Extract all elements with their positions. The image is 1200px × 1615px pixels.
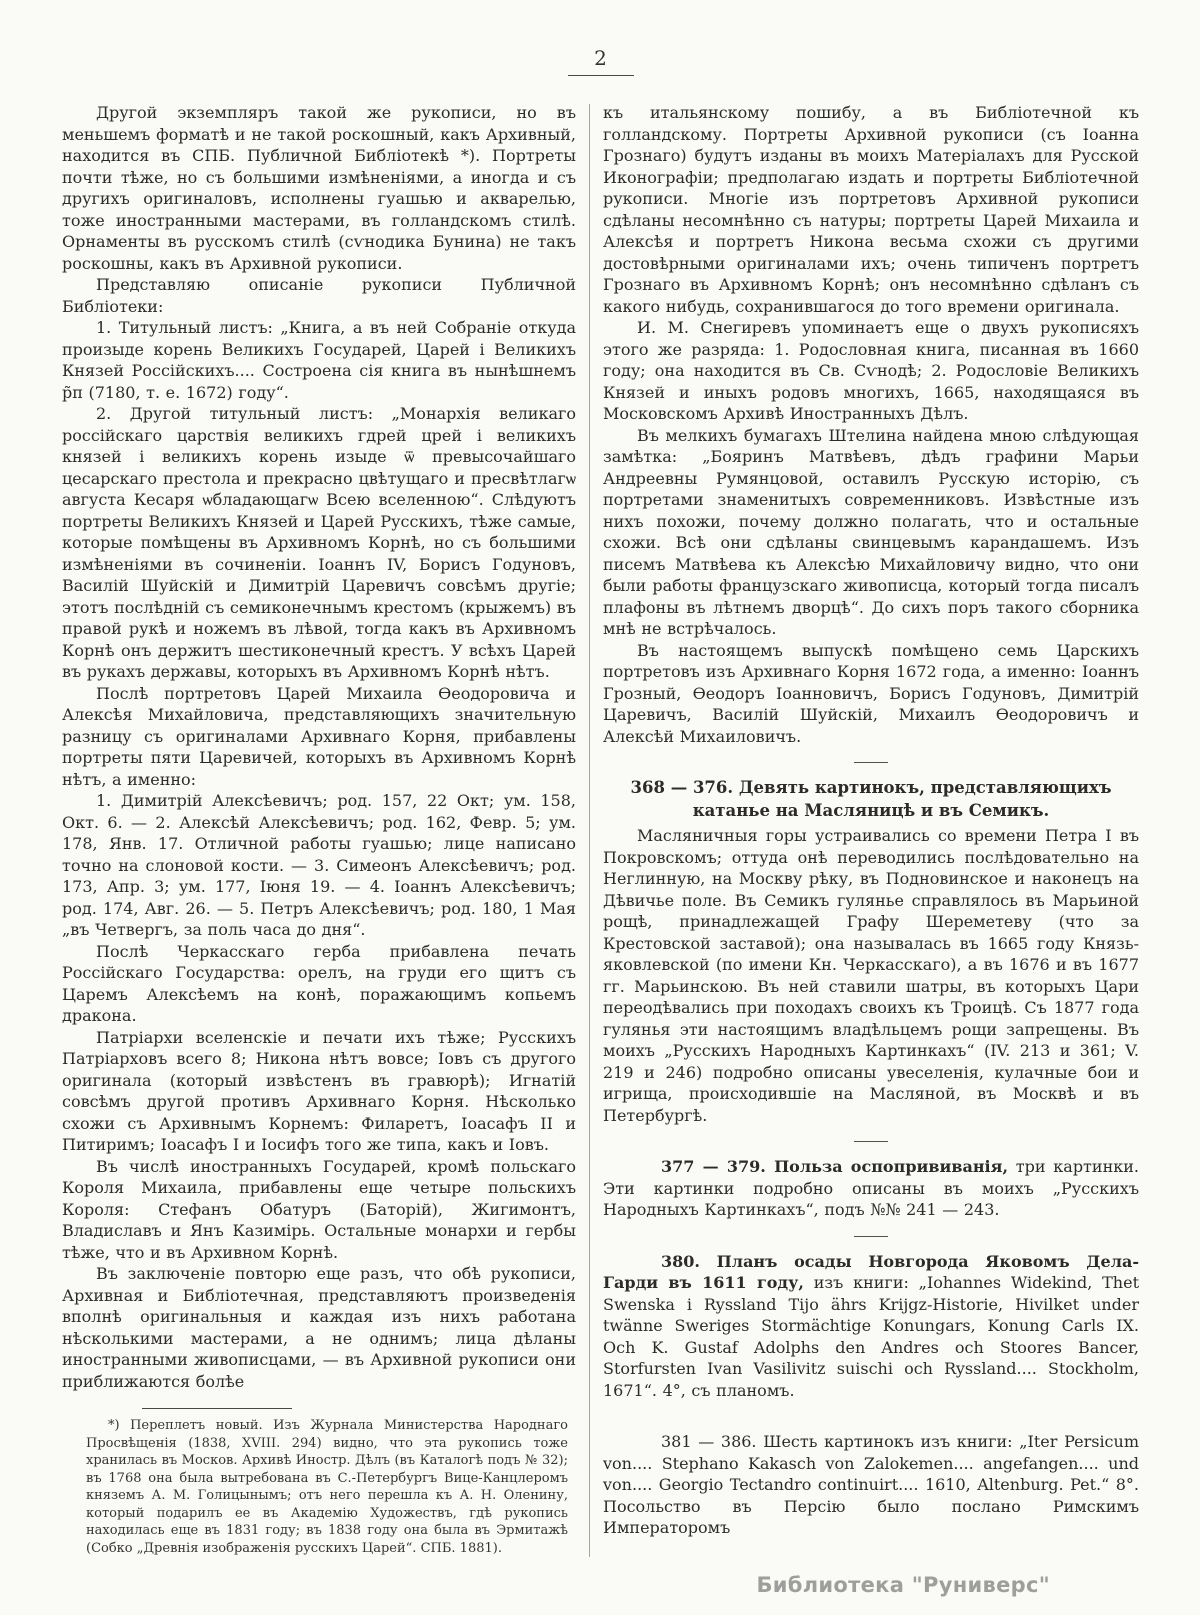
section-separator bbox=[854, 1236, 888, 1237]
paragraph: Послѣ Черкасскаго герба прибавлена печать Россійскаго Государства: орелъ, на груди его щитъ съ Царемъ Алексѣемъ на конѣ, поражающимъ копьемъ дракона. bbox=[62, 941, 576, 1025]
catalog-entry-377-379 bbox=[603, 1156, 1139, 1221]
paragraph: Въ числѣ иностранныхъ Государей, кромѣ польскаго Короля Михаила, прибавлены еще четыре польскихъ Короля: Стефанъ Обатуръ (Баторій), Жигимонтъ, Владиславъ и Янъ Казимірь. Остальные монархи и гербы тѣже, что и въ Архивном Корнѣ. bbox=[62, 1156, 576, 1262]
right-column-paragraphs bbox=[603, 102, 1139, 747]
left-column bbox=[62, 102, 576, 1557]
entry-paragraph bbox=[603, 1251, 1139, 1402]
paragraph: Послѣ портретовъ Царей Михаила Ѳеодоровича и Алексѣя Михайловича, представляющихъ значительную разницу съ оригиналами Архивнаго Корня, прибавлены портреты пяти Царевичей, которыхъ въ Архивномъ Корнѣ нѣтъ, а именно: bbox=[62, 683, 576, 789]
paragraph: Патріархи вселенскіе и печати ихъ тѣже; Русскихъ Патріарховъ всего 8; Никона нѣтъ вовсе; Іовъ съ другого оригинала (который извѣстенъ въ гравюрѣ); Игнатій совсѣмъ другой противъ Архивнаго Корня. Нѣсколько схожи съ Архивнымъ Корнемъ: Филаретъ, Іоасафъ II и Питиримъ; Іоасафъ I и Іосифъ того же типа, какъ и Іовъ. bbox=[62, 1027, 576, 1154]
entry-text: изъ книги: „Iohannes Widekind, Thet Swenska i Ryssland Tijo ährs Krijgz-Historie, Hivilket under twänne Sweriges Stormächtige Konungars, Konung Carls IX. Och K. Gustaf Adolphs den Andres och Stoores Bancer, Storfursten Ivan Vasilivitz suischi och Ryssland.... Stockholm, 1671“. 4°, съ планомъ. bbox=[603, 1273, 1139, 1400]
catalog-entry-381-386 bbox=[603, 1431, 1139, 1539]
watermark: Библиотека "Руниверс" bbox=[756, 1573, 1050, 1597]
paragraph: 1. Титульный листъ: „Книга, а въ ней Собраніе откуда произыде корень Великихъ Государей, Царей і Великихъ Князей Россійскихъ.... Состроена сія книга въ нынѣшнемъ р̃п (7180, т. е. 1672) году“. bbox=[62, 318, 576, 402]
paragraph: къ итальянскому пошибу, а въ Библіотечной къ голландскому. Портреты Архивной рукописи (съ Іоанна Грознаго) будутъ изданы въ моихъ Матеріалахъ для Русской Иконографіи; предполагаю издать и портреты Библіотечной рукописи. Многіе изъ портретовъ Архивной рукописи сдѣланы несомнѣнно съ натуры; портреты Царей Михаила и Алексѣя и портретъ Никона весьма схожи съ другими достовѣрными оригиналами ихъ; очень типиченъ портретъ Грознаго въ Архивномъ Корнѣ; онъ несомнѣнно сдѣланъ съ какого нибудь, сохранившагося до того времени оригинала. bbox=[603, 103, 1139, 316]
left-column-paragraphs bbox=[62, 102, 576, 1392]
entry-heading: 368 — 376. Девять картинокъ, представляющихъ катанье на Масляницѣ и въ Семикъ. bbox=[630, 778, 1112, 820]
section-separator bbox=[854, 762, 888, 763]
paragraph: Другой экземпляръ такой же рукописи, но въ меньшемъ форматѣ и не такой роскошный, какъ Архивный, находится въ СПБ. Публичной Библіотекѣ *). Портреты почти тѣже, но съ большими измѣненіями, а иногда и съ другихъ оригиналовъ, исполнены гуашью и акварелью, тоже иностранными мастерами, въ голландскомъ стилѣ. Орнаменты въ русскомъ стилѣ (сѵнодика Бунина) не такъ роскошны, какъ въ Архивной рукописи. bbox=[62, 103, 576, 273]
paragraph: Въ мелкихъ бумагахъ Штелина найдена мною слѣдующая замѣтка: „Бояринъ Матвѣевъ, дѣдъ графини Марьи Андреевны Румянцовой, оставилъ Русскую исторію, съ портретами знаменитыхъ современниковъ. Извѣстные изъ нихъ похожи, почему должно полагать, что и остальные схожи. Всѣ они сдѣланы свинцевымъ карандашемъ. Изъ писемъ Матвѣева къ Алексѣю Михайловичу видно, что они были работы французскаго живописца, который тогда писалъ плафоны въ лѣтнемъ дворцѣ“. До сихъ поръ такого сборника мнѣ не встрѣчалось. bbox=[603, 425, 1139, 638]
entry-text: три картинки. Эти картинки подробно описаны въ моихъ „Русскихъ Народныхъ Картинкахъ“, подъ №№ 241 — 243. bbox=[603, 1157, 1139, 1219]
footnote-rule bbox=[142, 1408, 292, 1409]
entry-paragraph bbox=[603, 1156, 1139, 1221]
paragraph: Въ настоящемъ выпускѣ помѣщено семь Царскихъ портретовъ изъ Архивнаго Корня 1672 года, а именно: Іоаннъ Грозный, Ѳеодоръ Іоанновичъ, Борисъ Годуновъ, Димитрій Царевичъ, Василій Шуйскій, Михаилъ Ѳеодоровичъ и Алексѣй Михаиловичъ. bbox=[603, 640, 1139, 746]
entry-body: Масляничныя горы устраивались со времени Петра I въ Покровскомъ; оттуда онѣ переводились послѣдовательно на Неглинную, на Москву рѣку, въ Подновинское и наконецъ на Дѣвичье поле. Въ Семикъ гулянье справлялось въ Марьиной рощѣ, принадлежащей Графу Шереметеву (что за Крестовской заставой); она называлась въ 1665 году Князь-яковлевской (по имени Кн. Черкасскаго), а въ 1676 и въ 1677 гг. Марьинскою. Въ ней ставили шатры, въ которыхъ Цари переодѣвались при походахъ своихъ къ Троицѣ. Съ 1877 года гулянья эти настоящимъ владѣльцемъ рощи запрещены. Въ моихъ „Русскихъ Народныхъ Картинкахъ“ (IV. 213 и 361; V. 219 и 246) подробно описаны увеселенія, кулачные бои и игрища, происходившіе на Масляной, въ Москвѣ и въ Петербургѣ. bbox=[603, 826, 1139, 1125]
entry-number-title: 377 — 379. Польза оспопрививанія, bbox=[661, 1157, 1009, 1176]
footnote: *) Переплетъ новый. Изъ Журнала Министерства Народнаго Просвѣщенія (1838, XVIII. 294) видно, что эта рукопись тоже хранилась въ Москов. Архивѣ Иностр. Дѣлъ (въ Каталогѣ подъ № 32); въ 1768 она была вытребована въ С.-Петербургъ Вице-Канцлеромъ княземъ А. М. Голицынымъ; отъ него перешла къ А. Н. Оленину, который подарилъ ее въ Академію Художествъ, гдѣ рукопись находилась еще въ 1831 году; въ 1838 году она была въ Эрмитажѣ (Собко „Древнія изображенія русскихъ Царей“. СПБ. 1881). bbox=[86, 1418, 568, 1556]
column-divider-rule bbox=[589, 104, 590, 1557]
entry-text: Шесть картинокъ изъ книги: „Iter Persicum von.... Stephano Kakasch von Zalokemen.... angefangen.... und von.... Georgio Tectandro continuirt.... 1610, Altenburg. Pet.“ 8°. Посольство въ Персію было послано Римскимъ Императоромъ bbox=[603, 1432, 1139, 1537]
paragraph: 1. Димитрій Алексѣевичъ; род. 157, 22 Окт; ум. 158, Окт. 6. — 2. Алексѣй Алексѣевичъ; род. 162, Февр. 5; ум. 178, Янв. 17. Отличной работы гуашью; лице написано точно на слоновой кости. — 3. Симеонъ Алексѣевичъ; род. 173, Апр. 3; ум. 177, Іюня 19. — 4. Іоаннъ Алексѣевичъ; род. 174, Авг. 26. — 5. Петръ Алексѣевичъ; род. 180, 1 Мая „въ Четвергъ, за поль часа до дня“. bbox=[62, 791, 576, 939]
right-column bbox=[603, 102, 1139, 1557]
entry-paragraph bbox=[603, 1431, 1139, 1539]
catalog-entry-380 bbox=[603, 1251, 1139, 1402]
section-separator bbox=[854, 1141, 888, 1142]
catalog-entry-368-376 bbox=[603, 777, 1139, 1126]
entry-number-title: 380. Планъ осады Новгорода Яковомъ Дела-Гарди въ 1611 году, bbox=[603, 1251, 1139, 1292]
paragraph: Въ заключеніе повторю еще разъ, что обѣ рукописи, Архивная и Библіотечная, представляютъ произведенія вполнѣ оригинальныя и каждая изъ нихъ работана нѣсколькими мастерами, а не однимъ; лица дѣланы иностранными живописцами, — въ Архивной рукописи они приближаются болѣе bbox=[62, 1264, 576, 1391]
page-header bbox=[62, 46, 1140, 76]
paragraph: Представляю описаніе рукописи Публичной Библіотеки: bbox=[62, 275, 576, 316]
paragraph: 2. Другой титульный листъ: „Монархія великаго россійскаго царствія великихъ гдрей црей і великихъ князей і великихъ корень изыде ѿ превысочайшаго цесарскаго престола и прекрасно цвѣтущаго и пресвѣтлагѡ августа Кесаря ѡбладающагѡ Всею вселенною“. Слѣдуютъ портреты Великихъ Князей и Царей Русскихъ, тѣже самые, которые помѣщены въ Архивномъ Корнѣ, но съ большими измѣненіями въ сочиненіи. Іоаннъ IV, Борисъ Годуновъ, Василій Шуйскій и Димитрій Царевичъ совсѣмъ другіе; этотъ послѣдній съ семиконечнымъ крестомъ (крыжемъ) въ правой рукѣ и ножемъ въ лѣвой, тогда какъ въ Архивномъ Корнѣ онъ держитъ шестиконечный крестъ. У всѣхъ Царей въ рукахъ державы, которыхъ въ Архивномъ Корнѣ нѣтъ. bbox=[62, 404, 576, 681]
page-number: 2 bbox=[594, 46, 608, 70]
entry-number: 381 — 386. bbox=[661, 1432, 757, 1451]
paragraph: И. М. Снегиревъ упоминаетъ еще о двухъ рукописяхъ этого же разряда: 1. Родословная книга, писанная въ 1660 году; она находится въ Св. Сѵнодѣ; 2. Родословіе Великихъ Князей и иныхъ родовъ многихъ, 1665, находящаяся въ Московскомъ Архивѣ Иностранныхъ Дѣлъ. bbox=[603, 318, 1139, 423]
page-number-rule bbox=[568, 75, 634, 76]
text-columns bbox=[62, 102, 1140, 1557]
